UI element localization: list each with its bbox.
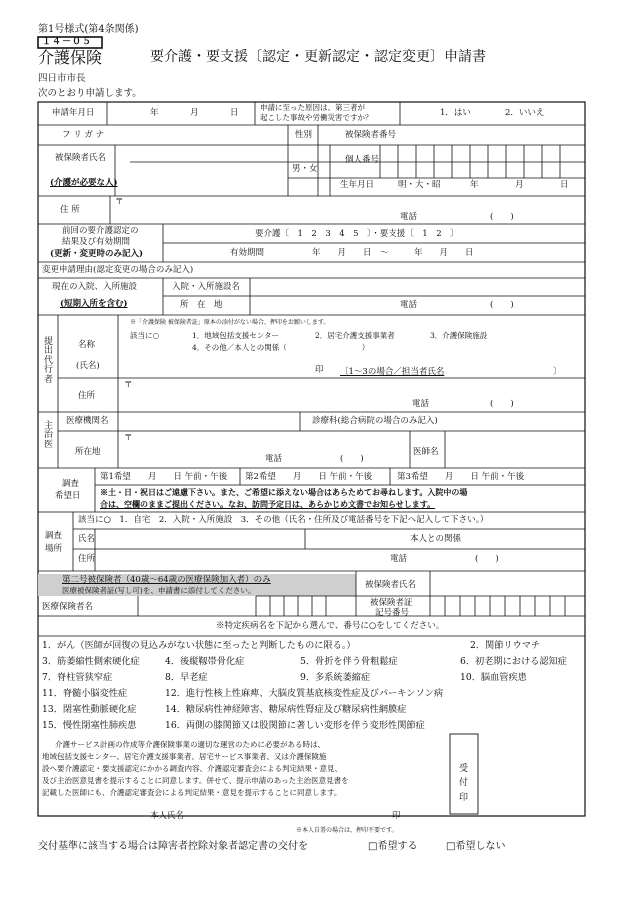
application-day[interactable]: 日 — [230, 108, 239, 118]
intro-text: 次のとおり申請します。 — [38, 88, 142, 99]
previous-label-3: (更新・変更時のみ記入) — [50, 249, 144, 259]
insured-number-label: 被保険者番号 — [345, 130, 397, 140]
signer-label: 本人氏名 — [150, 811, 185, 821]
previous-label-1: 前回の要介護認定の — [62, 226, 139, 236]
proxy-staff-label: 〔1～3の場合／担当者氏名 — [340, 367, 445, 377]
institution-label: 医療機関名 — [66, 416, 109, 426]
valid-period-range[interactable]: 年 月 日 ～ 年 月 日 — [312, 248, 474, 258]
proxy-option-3[interactable]: 3．介護保険施設 — [430, 331, 488, 340]
proxy-name-sub: (氏名) — [76, 361, 100, 371]
consent-line-2: 地域包括支援センター、居宅介護支援事業者、居宅サービス事業者、又は介護保険施 — [42, 752, 327, 761]
physician-phone-label: 電話 — [265, 454, 283, 464]
phone-label: 電話 — [400, 212, 418, 222]
personal-number-label: 個人番号 — [345, 155, 380, 165]
addressee: 四日市市長 — [38, 73, 86, 84]
birth-year[interactable]: 年 — [470, 180, 479, 190]
card-label-2: 記号番号 — [375, 608, 410, 618]
disease-3[interactable]: 3．筋萎縮性側索硬化症 — [42, 656, 140, 667]
survey-address-label: 住所 — [78, 554, 96, 564]
facility-name-label: 入院・入所施設名 — [172, 282, 241, 292]
form-code: １４－０５ — [42, 37, 93, 47]
disease-4[interactable]: 4．後縦靱帯骨化症 — [165, 656, 245, 667]
birth-day[interactable]: 日 — [560, 180, 569, 190]
second-insured-name-label: 被保険者氏名 — [365, 580, 417, 590]
disease-1[interactable]: 1．がん（医師が回復の見込みがない状態に至ったと判断したものに限る。） — [42, 640, 356, 651]
disease-7[interactable]: 7．脊柱管狭窄症 — [42, 672, 113, 683]
birth-date-label: 生年月日 — [340, 180, 375, 190]
survey-label-2: 希望日 — [55, 491, 81, 501]
disease-13[interactable]: 13．閉塞性動脈硬化症 — [42, 704, 137, 715]
not-want-checkbox[interactable]: □希望しない — [446, 841, 506, 852]
signer-seal: 印 — [392, 811, 401, 821]
seal-note: ※本人自署の場合は、押印不要です。 — [296, 827, 398, 834]
physician-phone-parens[interactable]: ( ) — [340, 454, 364, 464]
proxy-phone-parens[interactable]: ( ) — [490, 399, 514, 409]
consent-line-5: 記載した医師にも、介護認定審査会による判定結果・意見を提示することに同意します。 — [42, 788, 342, 797]
change-reason-label: 変更申請理由(認定変更の場合のみ記入) — [42, 265, 194, 275]
disease-11[interactable]: 11．脊髄小脳変性症 — [42, 688, 128, 699]
disease-6[interactable]: 6．初老期における認知症 — [460, 656, 567, 667]
cause-no-option[interactable]: 2．いいえ — [505, 108, 545, 118]
survey-place-label-1: 調査 — [45, 531, 63, 541]
card-label-1: 被保険者証 — [370, 598, 413, 608]
birth-month[interactable]: 月 — [515, 180, 524, 190]
disease-12[interactable]: 12．進行性核上性麻痺、大脳皮質基底核変性症及びパーキンソン病 — [165, 688, 444, 699]
proxy-section-label: 提出代行者 — [44, 337, 54, 385]
form-number: 第1号様式(第4条関係) — [38, 24, 139, 35]
previous-label-2: 結果及び有効期間 — [62, 237, 131, 247]
survey-phone-label: 電話 — [390, 554, 408, 564]
disease-14[interactable]: 14．糖尿病性神経障害、糖尿病性腎症及び糖尿病性網膜症 — [165, 704, 407, 715]
survey-relation-label: 本人との関係 — [410, 534, 462, 544]
department-label: 診療科(総合病院の場合のみ記入) — [312, 416, 438, 426]
proxy-note: ※「介護保険 被保険者証」原本の添付がない場合、押印をお願いします。 — [130, 319, 330, 326]
facility-location-label: 所 在 地 — [180, 300, 223, 310]
consent-line-3: 設へ要介護認定・要支援認定にかかる調査内容、介護認定審査会による判定結果・意見、 — [42, 764, 342, 773]
receipt-stamp-label: 受付印 — [459, 764, 469, 803]
facility-phone-parens[interactable]: ( ) — [490, 300, 514, 310]
proxy-option-1[interactable]: 1．地域包括支援センター — [192, 331, 279, 340]
survey-preference-1[interactable]: 第1希望 月 日 午前・午後 — [100, 472, 228, 482]
proxy-postal-mark: 〒 — [124, 380, 133, 390]
consent-line-4: 及び主治医意見書を提示することに同意します。併せて、提示申請のあった主治医意見書を — [42, 776, 349, 785]
doctor-name-label: 医師名 — [413, 447, 439, 457]
disease-5[interactable]: 5．骨折を伴う骨粗鬆症 — [300, 656, 398, 667]
disease-15[interactable]: 15．慢性閉塞性肺疾患 — [42, 720, 137, 731]
survey-notice-1: ※土・日・祝日はご遠慮下さい。また、ご希望に添えない場合はあらためてお尋ねします。入院中の場 — [100, 487, 468, 497]
survey-preference-2[interactable]: 第2希望 月 日 午前・午後 — [245, 472, 373, 482]
proxy-address-label: 住所 — [78, 391, 96, 401]
proxy-phone-label: 電話 — [412, 399, 430, 409]
care-level-options[interactable]: 要介護〔 1 2 3 4 5 〕・要支援〔 1 2 〕 — [255, 229, 459, 239]
physician-section-label: 主治医 — [44, 421, 54, 450]
valid-period-label: 有効期間 — [230, 248, 265, 258]
physician-location-label: 所在地 — [75, 447, 101, 457]
address-label: 住 所 — [60, 205, 80, 215]
survey-notice-2: 合は、空欄のままご提出ください。なお、訪問予定日は、あらかじめ文書でお知らせします。 — [100, 499, 436, 509]
application-year[interactable]: 年 — [150, 108, 159, 118]
disease-10[interactable]: 10．脳血管疾患 — [460, 672, 527, 683]
birth-era[interactable]: 明・大・昭 — [398, 180, 441, 190]
survey-place-options[interactable]: 該当に○ 1．自宅 2．入院・入所施設 3．その他（氏名・住所及び電話番号を下記へ記入して下さい。） — [78, 515, 489, 525]
application-month[interactable]: 月 — [190, 108, 199, 118]
cause-question-1: 申請に至った原因は、第三者が — [260, 103, 365, 112]
second-insured-subtitle: 医療被保険者証(写し可)を、申請書に添付してください。 — [62, 586, 256, 595]
proxy-name-label: 名称 — [78, 340, 96, 350]
disease-9[interactable]: 9．多系統萎縮症 — [300, 672, 371, 683]
survey-preference-3[interactable]: 第3希望 月 日 午前・午後 — [397, 472, 525, 482]
disease-instruction: ※特定疾病名を下記から選んで、番号に○をしてください。 — [216, 621, 445, 631]
survey-name-label: 氏名 — [78, 534, 96, 544]
proxy-applicable-label: 該当に○ — [130, 331, 160, 340]
application-date-label: 申請年月日 — [52, 108, 95, 118]
second-insured-title: 第二号被保険者（40歳～64歳の医療保険加入者）のみ — [62, 575, 271, 585]
proxy-option-4[interactable]: 4．その他／本人との関係（ ） — [192, 343, 370, 352]
disease-8[interactable]: 8．早老症 — [165, 672, 208, 683]
insurer-name-label: 医療保険者名 — [42, 602, 94, 612]
consent-line-1: 介護サービス計画の作成等介護保険事業の適切な運営のために必要がある時は、 — [55, 740, 325, 749]
survey-phone-parens[interactable]: ( ) — [475, 554, 499, 564]
survey-place-label-2: 場所 — [45, 544, 63, 554]
cause-yes-option[interactable]: 1．はい — [440, 108, 471, 118]
postal-mark: 〒 — [115, 197, 124, 207]
facility-phone-label: 電話 — [400, 300, 418, 310]
survey-label-1: 調査 — [62, 479, 80, 489]
sex-label: 性別 — [295, 130, 313, 140]
disease-2[interactable]: 2．関節リウマチ — [470, 640, 541, 651]
cause-question-2: 起こした事故や労働災害ですか？ — [260, 113, 373, 122]
facility-label-2: (短期入所を含む) — [60, 299, 128, 309]
facility-label-1: 現在の入院、入所施設 — [52, 282, 138, 292]
care-needed-note: (介護が必要な人) — [50, 178, 118, 188]
insured-name-label: 被保険者氏名 — [55, 153, 107, 163]
proxy-seal: 印 — [315, 365, 324, 375]
physician-postal-mark: 〒 — [124, 433, 133, 443]
title-left: 介護保険 — [38, 48, 103, 67]
proxy-option-2[interactable]: 2．居宅介護支援事業者 — [315, 331, 395, 340]
furigana-label: フ リ ガ ナ — [62, 130, 105, 140]
footer-text: 交付基準に該当する場合は障害者控除対象者認定書の交付を — [38, 841, 308, 852]
disease-16[interactable]: 16．両側の膝関節又は股関節に著しい変形を伴う変形性関節症 — [165, 720, 425, 731]
sex-value[interactable]: 男・女 — [292, 164, 318, 174]
proxy-staff-close: 〕 — [553, 367, 562, 377]
page-title: 要介護・要支援〔認定・更新認定・認定変更〕申請書 — [150, 49, 486, 65]
phone-parens[interactable]: ( ) — [490, 212, 514, 222]
want-checkbox[interactable]: □希望する — [368, 841, 418, 852]
